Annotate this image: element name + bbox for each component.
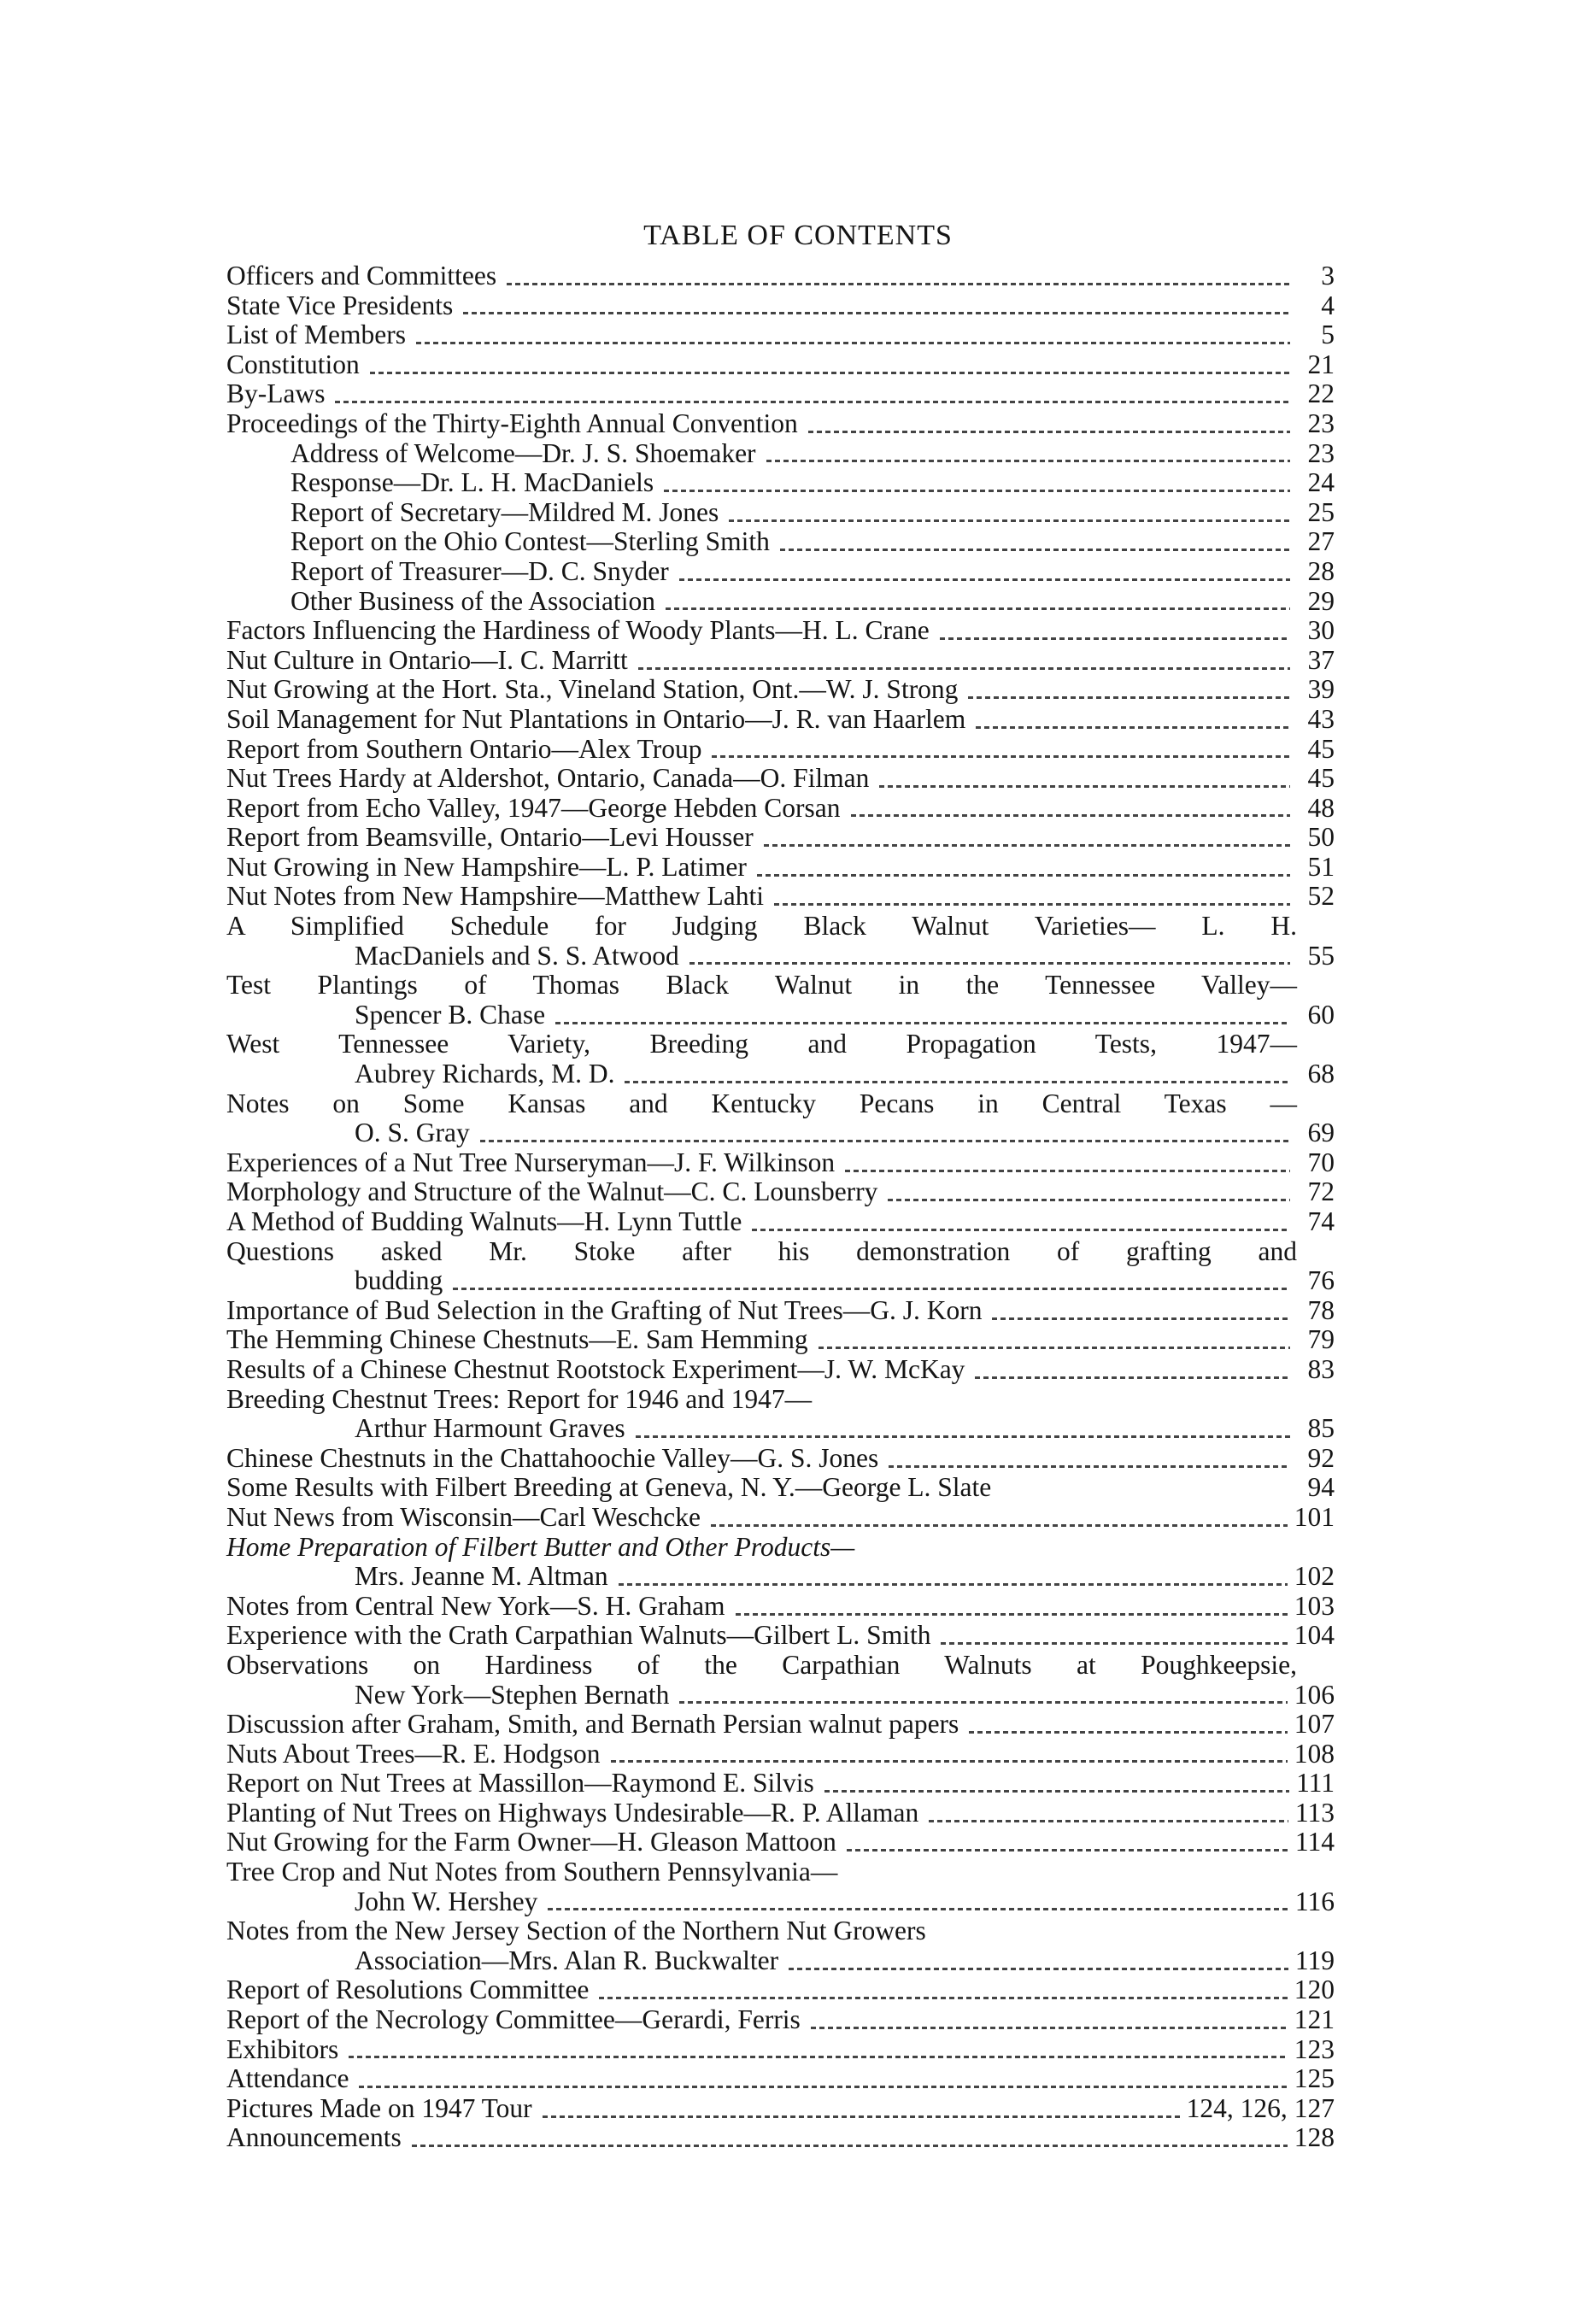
toc-entry-label: Observations on Hardiness of the Carpathian Walnuts at Poughkeepsie, [226, 1649, 1297, 1680]
dot-leader [847, 1849, 1288, 1851]
toc-entry-page: 108 [1294, 1738, 1335, 1769]
dot-leader [757, 874, 1290, 877]
toc-entry [226, 291, 1335, 321]
toc-entry [226, 1533, 1335, 1592]
dot-leader [736, 1613, 1288, 1616]
dot-leader [879, 785, 1290, 788]
dot-leader [729, 519, 1290, 522]
toc-entry-page: 48 [1307, 792, 1335, 823]
toc-entry-page: 127 [1294, 2092, 1335, 2123]
dot-leader [625, 1081, 1290, 1083]
toc-entry-label-cont: MacDaniels and S. S. Atwood [355, 940, 679, 971]
toc-entry-label: The Hemming Chinese Chestnuts—E. Sam Hemming [226, 1324, 808, 1355]
dot-leader [752, 1229, 1290, 1231]
toc-entry-label-cont: New York—Stephen Bernath [355, 1679, 670, 1710]
toc-entry-label: Tree Crop and Nut Notes from Southern Pennsylvania— [226, 1857, 838, 1887]
toc-entry-page: 74 [1307, 1206, 1335, 1236]
toc-entry-label-cont: Mrs. Jeanne M. Altman [355, 1561, 608, 1592]
dot-leader [679, 1701, 1287, 1704]
toc-entry-page: 23 [1307, 408, 1335, 438]
dot-leader [416, 342, 1290, 344]
toc-entry-page: 111 [1296, 1768, 1335, 1799]
toc-entry-label: Nut Growing at the Hort. Sta., Vineland Station, Ont.—W. J. Strong [226, 674, 959, 705]
toc-entry [226, 764, 1335, 794]
toc-entry-page: 23 [1307, 437, 1335, 468]
toc-entry-page: 28 [1307, 555, 1335, 586]
toc-entry-label: Nut News from Wisconsin—Carl Weschcke [226, 1501, 701, 1532]
toc-entry-label: Pictures Made on 1947 Tour [226, 2092, 532, 2123]
toc-entry-page: 24 [1307, 467, 1335, 498]
toc-entry-page: 94 [1307, 1472, 1335, 1503]
toc-entry-label: By-Laws [226, 378, 326, 409]
toc-entry-page: 45 [1307, 763, 1335, 794]
toc-entry [226, 1473, 1335, 1503]
toc-entry-page: 123 [1294, 2033, 1335, 2064]
toc-entry-label: Nut Growing in New Hampshire—L. P. Latimer [226, 851, 747, 882]
toc-entry-label: Soil Management for Nut Plantations in Ontario—J. R. van Haarlem [226, 703, 966, 734]
toc-entry-page: 43 [1307, 703, 1335, 734]
toc-entry [226, 1710, 1335, 1740]
toc-entry-page: 70 [1307, 1147, 1335, 1177]
toc-entry-page: 78 [1307, 1294, 1335, 1325]
toc-entry-label: Factors Influencing the Hardiness of Woody Plants—H. L. Crane [226, 615, 930, 646]
dot-leader [636, 1435, 1290, 1438]
dot-leader [543, 2115, 1180, 2118]
toc-entry-page: 85 [1307, 1413, 1335, 1444]
toc-entry-label: Response—Dr. L. H. MacDaniels [290, 467, 654, 498]
dot-leader [940, 637, 1290, 640]
toc-entry [226, 2094, 1335, 2124]
toc-entry-page: 114 [1294, 1827, 1335, 1857]
toc-entry-label: Breeding Chestnut Trees: Report for 1946 and 1947— [226, 1383, 813, 1414]
toc-entry [226, 1148, 1335, 1178]
toc-entry [226, 350, 1335, 380]
toc-entry-page: 60 [1307, 999, 1335, 1030]
toc-entry-page: 22 [1307, 378, 1335, 409]
toc-entry [226, 1503, 1335, 1533]
dot-leader [712, 755, 1290, 758]
dot-leader [774, 903, 1290, 906]
toc-entry-label-cont: Arthur Harmount Graves [355, 1413, 625, 1444]
dot-leader [992, 1317, 1290, 1320]
toc-entry-label: Some Results with Filbert Breeding at Geneva, N. Y.—George L. Slate [226, 1472, 992, 1503]
toc-entry-label: Chinese Chestnuts in the Chattahoochie Valley—G. S. Jones [226, 1442, 879, 1473]
dot-leader [666, 607, 1290, 610]
toc-entry-label: Report of Secretary—Mildred M. Jones [290, 496, 719, 527]
toc-entry [226, 2064, 1335, 2094]
toc-entry-label: Exhibitors [226, 2033, 339, 2064]
toc-entry-label: Report from Southern Ontario—Alex Troup [226, 733, 702, 764]
dot-leader [969, 1731, 1287, 1734]
toc-entry-page: 113 [1294, 1797, 1335, 1828]
toc-entry [226, 794, 1335, 824]
toc-entry-label: Nut Trees Hardy at Aldershot, Ontario, Canada—O. Filman [226, 763, 870, 794]
dot-leader [463, 312, 1290, 314]
toc-entry-page: 92 [1307, 1442, 1335, 1473]
toc-entry-label: Address of Welcome—Dr. J. S. Shoemaker [290, 437, 756, 468]
toc-entry [226, 1444, 1335, 1474]
toc-entry-label-cont: John W. Hershey [355, 1886, 538, 1916]
dot-leader [335, 401, 1290, 403]
dot-leader [811, 2027, 1288, 2029]
toc-entry [226, 261, 1335, 291]
toc-entry-label-cont: Aubrey Richards, M. D. [355, 1059, 615, 1089]
dot-leader [611, 1760, 1288, 1763]
toc-entry-page: 55 [1307, 940, 1335, 971]
toc-entry [226, 912, 1335, 971]
toc-entry-page: 121 [1294, 2004, 1335, 2035]
toc-entry [226, 1030, 1335, 1089]
dot-leader [888, 1199, 1290, 1201]
toc-entry-page: 104 [1294, 1620, 1335, 1651]
toc-entry-page: 128 [1294, 2122, 1335, 2153]
toc-entry-page: 52 [1307, 881, 1335, 912]
toc-entry-page: 50 [1307, 822, 1335, 853]
toc-entry-page: 21 [1307, 349, 1335, 379]
toc-entry [226, 1325, 1335, 1355]
toc-entry-label: Planting of Nut Trees on Highways Undesirable—R. P. Allaman [226, 1797, 919, 1828]
dot-leader [453, 1288, 1290, 1290]
toc-entry-label-cont: O. S. Gray [355, 1118, 470, 1148]
toc-entry-page: 116 [1294, 1886, 1335, 1916]
dot-leader [359, 2086, 1287, 2088]
toc-entry-label: Announcements [226, 2122, 402, 2153]
toc-entry [226, 853, 1335, 883]
dot-leader [764, 844, 1290, 847]
dot-leader [507, 283, 1290, 285]
toc-subentry [226, 498, 1335, 528]
toc-entry [226, 616, 1335, 646]
toc-entry-label: Home Preparation of Filbert Butter and Other Products— [226, 1531, 855, 1562]
dot-leader [789, 1968, 1288, 1970]
toc-entry-page: 4 [1321, 290, 1335, 320]
toc-entry [226, 882, 1335, 912]
toc-entry-label: Constitution [226, 349, 360, 379]
dot-leader [808, 431, 1290, 433]
toc-entry [226, 1355, 1335, 1385]
dot-leader [619, 1583, 1288, 1586]
toc-entry-label: Importance of Bud Selection in the Grafting of Nut Trees—G. J. Korn [226, 1294, 983, 1325]
dot-leader [968, 696, 1290, 699]
toc-entry-page: 79 [1307, 1324, 1335, 1355]
toc-subentry [226, 587, 1335, 617]
toc-entry-page: 76 [1307, 1265, 1335, 1296]
toc-entry-label-cont: Spencer B. Chase [355, 999, 546, 1030]
dot-leader [824, 1790, 1289, 1793]
dot-leader [349, 2056, 1288, 2058]
toc-entry-label: Questions asked Mr. Stoke after his demonstration of grafting and [226, 1235, 1297, 1266]
toc-subentry [226, 468, 1335, 498]
toc-entry-label: State Vice Presidents [226, 290, 454, 320]
toc-entry [226, 1385, 1335, 1444]
toc-entry-label-cont: Association—Mrs. Alan R. Buckwalter [355, 1945, 779, 1975]
toc-entry-label: Report of Resolutions Committee [226, 1975, 590, 2005]
toc-entry-page: 119 [1294, 1945, 1335, 1975]
toc-entry-page: 3 [1321, 261, 1335, 290]
toc-entry-label: Nuts About Trees—R. E. Hodgson [226, 1738, 601, 1769]
toc-entry-label: Nut Growing for the Farm Owner—H. Gleason Mattoon [226, 1827, 836, 1857]
dot-leader [555, 1022, 1290, 1024]
toc-entry-page: 68 [1307, 1059, 1335, 1089]
dot-leader [941, 1642, 1287, 1645]
toc-entry-label: Notes from Central New York—S. H. Graham [226, 1590, 725, 1621]
toc-entry-label: Experience with the Crath Carpathian Walnuts—Gilbert L. Smith [226, 1620, 931, 1651]
toc-entry-pages-inline: 124, 126, [1186, 2092, 1288, 2123]
toc-entry [226, 675, 1335, 705]
dot-leader [679, 578, 1290, 581]
toc-entry-page: 37 [1307, 644, 1335, 675]
toc-subentry [226, 527, 1335, 557]
toc-entry-label: West Tennessee Variety, Breeding and Propagation Tests, 1947— [226, 1029, 1297, 1059]
toc-entry-label-cont: budding [355, 1265, 443, 1296]
toc-entry [226, 1769, 1335, 1799]
toc-entry [226, 1089, 1335, 1148]
toc-entry-page: 102 [1294, 1561, 1335, 1592]
toc-entry [226, 823, 1335, 853]
toc-entry-page: 120 [1294, 1975, 1335, 2005]
dot-leader [664, 490, 1290, 492]
dot-leader [548, 1908, 1288, 1910]
toc-entry [226, 2035, 1335, 2065]
dot-leader [889, 1465, 1290, 1468]
toc-entry-label: Test Plantings of Thomas Black Walnut in the Tennessee Valley— [226, 970, 1297, 1000]
dot-leader [480, 1140, 1290, 1142]
toc-entry-page: 83 [1307, 1353, 1335, 1384]
toc-entry-page: 69 [1307, 1118, 1335, 1148]
toc-entry-label: Report from Beamsville, Ontario—Levi Housser [226, 822, 754, 853]
toc-entry [226, 735, 1335, 765]
toc-entry-page: 27 [1307, 526, 1335, 557]
toc-entry [226, 379, 1335, 409]
toc-entry-label: Notes on Some Kansas and Kentucky Pecans in Central Texas — [226, 1088, 1297, 1118]
toc-entry-label: Report from Echo Valley, 1947—George Hebden Corsan [226, 792, 841, 823]
toc-entry-page: 39 [1307, 674, 1335, 705]
toc-entry [226, 1799, 1335, 1828]
dot-leader [638, 667, 1290, 670]
dot-leader [845, 1170, 1290, 1172]
toc-entry-page: 30 [1307, 615, 1335, 646]
toc-entry-page: 125 [1294, 2063, 1335, 2094]
toc-entry-label: Officers and Committees [226, 261, 497, 290]
toc-entry [226, 1621, 1335, 1651]
toc-entry [226, 971, 1335, 1030]
toc-entry-page: 107 [1294, 1709, 1335, 1740]
toc-entry-page: 72 [1307, 1177, 1335, 1207]
toc-entry-label: Proceedings of the Thirty-Eighth Annual Convention [226, 408, 798, 438]
toc-entry-label: Report on the Ohio Contest—Sterling Smith [290, 526, 770, 557]
dot-leader [370, 372, 1290, 374]
toc-entry [226, 1296, 1335, 1326]
toc-entry-label: Nut Notes from New Hampshire—Matthew Lahti [226, 881, 764, 912]
page-title: TABLE OF CONTENTS [643, 220, 953, 251]
dot-leader [599, 1997, 1287, 1999]
table-of-contents [226, 261, 1335, 2153]
toc-entry [226, 1651, 1335, 1710]
toc-entry [226, 705, 1335, 735]
toc-entry-label: A Simplified Schedule for Judging Black Walnut Varieties— L. H. [226, 911, 1297, 942]
toc-entry-page: 101 [1294, 1501, 1335, 1532]
toc-subentry [226, 557, 1335, 587]
toc-entry-page: 106 [1294, 1679, 1335, 1710]
toc-entry [226, 320, 1335, 350]
dot-leader [851, 814, 1290, 817]
toc-entry [226, 1740, 1335, 1769]
toc-entry [226, 1916, 1335, 1975]
toc-entry-label: Report of the Necrology Committee—Gerardi, Ferris [226, 2004, 801, 2035]
toc-entry [226, 1177, 1335, 1207]
dot-leader [412, 2145, 1288, 2147]
toc-entry-page: 5 [1321, 320, 1335, 350]
toc-entry [226, 2123, 1335, 2153]
toc-entry [226, 1237, 1335, 1296]
toc-entry-label: A Method of Budding Walnuts—H. Lynn Tuttle [226, 1206, 742, 1236]
toc-entry-page: 103 [1294, 1590, 1335, 1621]
toc-entry-label: Morphology and Structure of the Walnut—C. C. Lounsberry [226, 1177, 878, 1207]
toc-entry [226, 1207, 1335, 1237]
dot-leader [975, 1376, 1290, 1379]
toc-entry-page: 45 [1307, 733, 1335, 764]
toc-entry-page: 51 [1307, 851, 1335, 882]
toc-entry [226, 1975, 1335, 2005]
toc-entry-page: 29 [1307, 585, 1335, 616]
toc-entry [226, 1828, 1335, 1857]
toc-entry-label: Discussion after Graham, Smith, and Bernath Persian walnut papers [226, 1709, 959, 1740]
toc-entry-label: Attendance [226, 2063, 349, 2094]
toc-subentry [226, 439, 1335, 469]
toc-entry [226, 1857, 1335, 1916]
toc-entry-label: Report on Nut Trees at Massillon—Raymond E. Silvis [226, 1768, 814, 1799]
dot-leader [780, 549, 1290, 551]
toc-entry [226, 1592, 1335, 1622]
toc-entry-label: Report of Treasurer—D. C. Snyder [290, 555, 669, 586]
dot-leader [711, 1524, 1288, 1527]
toc-entry-label: List of Members [226, 320, 406, 350]
toc-entry-label: Nut Culture in Ontario—I. C. Marritt [226, 644, 628, 675]
dot-leader [766, 460, 1290, 462]
dot-leader [976, 726, 1290, 729]
toc-entry-page: 25 [1307, 496, 1335, 527]
dot-leader [689, 962, 1290, 965]
toc-entry [226, 409, 1335, 439]
toc-entry [226, 646, 1335, 676]
toc-entry [226, 2005, 1335, 2035]
toc-entry-label: Notes from the New Jersey Section of the Northern Nut Growers [226, 1916, 926, 1946]
toc-entry-label: Experiences of a Nut Tree Nurseryman—J. F. Wilkinson [226, 1147, 836, 1177]
dot-leader [819, 1347, 1290, 1349]
dot-leader [929, 1820, 1288, 1822]
toc-entry-label: Results of a Chinese Chestnut Rootstock Experiment—J. W. McKay [226, 1353, 965, 1384]
toc-entry-label: Other Business of the Association [290, 585, 655, 616]
